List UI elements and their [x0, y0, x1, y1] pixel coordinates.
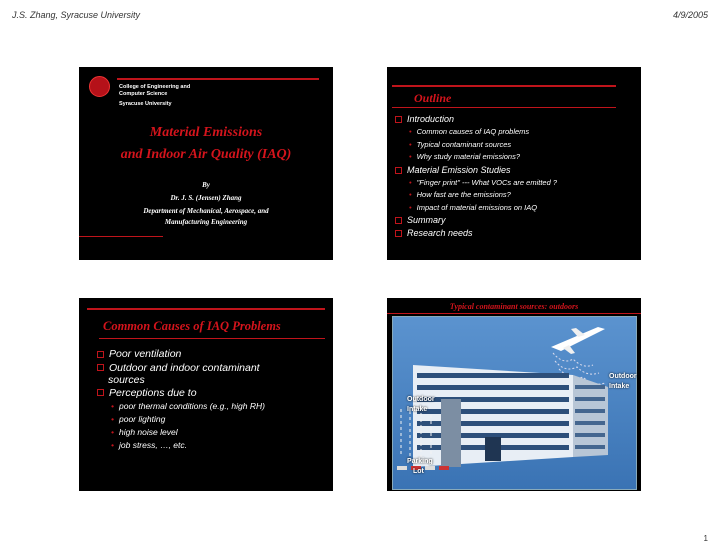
bullet-text: Summary: [407, 215, 446, 225]
page-number: 1: [703, 534, 708, 543]
bullet-item: [395, 227, 639, 240]
title-underline: [99, 338, 325, 339]
sub-bullet-item: [97, 400, 327, 413]
sub-bullet-item: [395, 151, 639, 164]
slide-outdoor-sources: [387, 298, 641, 491]
page-header-left: J.S. Zhang, Syracuse University: [12, 10, 141, 20]
by-label: By: [202, 181, 210, 189]
slide-title: Common Causes of IAQ Problems: [103, 319, 281, 333]
slide-title: [79, 67, 333, 260]
dot-bullet-icon: •: [111, 440, 114, 450]
slide-outline: [387, 67, 641, 260]
label-parking-line1: Parking: [407, 458, 433, 465]
building-illustration: [392, 316, 637, 490]
dot-bullet-icon: •: [409, 190, 412, 199]
top-divider: [87, 308, 325, 310]
label-parking-line2: Lot: [413, 468, 424, 475]
bullet-text: poor thermal conditions (e.g., high RH): [118, 401, 265, 411]
department-line1: Department of Mechanical, Aerospace, and: [143, 207, 269, 215]
bullet-text: How fast are the emissions?: [416, 190, 511, 199]
label-outdoor-intake-right: [609, 372, 637, 392]
bullet-text: Common causes of IAQ problems: [416, 127, 530, 136]
title-underline: [387, 313, 641, 314]
dot-bullet-icon: •: [111, 401, 114, 411]
office-building: [413, 365, 608, 467]
sub-bullet-item: [395, 126, 639, 139]
bottom-divider: [79, 236, 163, 237]
bullet-continuation: [97, 375, 327, 387]
label-outdoor-intake-left-line1: Outdoor: [407, 396, 435, 403]
sub-bullet-item: [395, 189, 639, 202]
label-outdoor-intake-right-line2: Intake: [609, 383, 630, 390]
sub-bullet-item: [395, 177, 639, 190]
square-bullet-icon: [395, 217, 402, 224]
label-outdoor-intake-left: [407, 395, 435, 415]
bullet-item: [97, 362, 327, 376]
bullet-item: [97, 348, 327, 362]
slide-title: Typical contaminant sources: outdoors: [449, 302, 579, 311]
bullet-text: Perceptions due to: [109, 386, 197, 399]
dot-bullet-icon: •: [409, 152, 412, 161]
slide-title-line2: and Indoor Air Quality (IAQ): [120, 147, 292, 162]
airplane-icon: [551, 327, 605, 354]
sub-bullet-item: [97, 426, 327, 439]
dot-bullet-icon: •: [409, 202, 412, 212]
bullet-text: "Finger print" --- What VOCs are emitted ?: [416, 177, 558, 187]
slide-title: Outline: [414, 91, 452, 105]
org-name-1: College of Engineering and: [119, 84, 191, 90]
bullet-text: Typical contaminant sources: [416, 139, 512, 149]
sub-bullet-item: [395, 139, 639, 152]
square-bullet-icon: [395, 116, 402, 123]
org-name-2: Computer Science: [119, 91, 168, 97]
label-outdoor-intake-right-line1: Outdoor: [609, 373, 637, 380]
bullet-text: Impact of material emissions on IAQ: [416, 202, 538, 212]
dot-bullet-icon: •: [111, 427, 114, 437]
slide-common-causes: [79, 298, 333, 491]
bullet-item: [395, 113, 639, 126]
bullet-text: Material Emission Studies: [407, 164, 511, 175]
label-outdoor-intake-left-line2: Intake: [407, 406, 428, 413]
bullet-item: [395, 214, 639, 227]
title-underline: [392, 107, 616, 108]
causes-list: [97, 348, 327, 452]
bullet-text: Why study material emissions?: [416, 152, 521, 161]
outline-list: [395, 113, 639, 240]
bullet-text: Research needs: [407, 228, 473, 238]
bullet-text: high noise level: [118, 427, 178, 437]
bullet-item: [395, 164, 639, 177]
bullet-text: poor lighting: [118, 414, 166, 424]
org-name-3: Syracuse University: [119, 101, 172, 107]
sub-bullet-item: [97, 413, 327, 426]
department-line2: Manufacturing Engineering: [164, 218, 248, 226]
bullet-text: Introduction: [407, 114, 455, 124]
slide-title-line1: Material Emissions: [149, 125, 263, 140]
bullet-item: [97, 387, 327, 401]
author-name: Dr. J. S. (Jensen) Zhang: [170, 194, 242, 202]
top-divider: [392, 85, 616, 87]
dot-bullet-icon: •: [409, 139, 412, 149]
university-seal: [89, 76, 110, 97]
dot-bullet-icon: •: [111, 414, 114, 424]
square-bullet-icon: [395, 167, 402, 174]
label-parking-lot: [407, 457, 433, 477]
square-bullet-icon: [395, 230, 402, 237]
top-divider: [117, 78, 319, 80]
dot-bullet-icon: •: [409, 127, 412, 136]
page-header-right: 4/9/2005: [672, 10, 708, 20]
bullet-text: Outdoor and indoor contaminant: [109, 361, 260, 374]
square-bullet-icon: [97, 351, 104, 358]
dot-bullet-icon: •: [409, 177, 412, 187]
bullet-text: Poor ventilation: [109, 348, 182, 360]
bullet-text: sources: [108, 374, 145, 386]
sub-bullet-item: [97, 439, 327, 452]
square-bullet-icon: [97, 389, 104, 396]
sub-bullet-item: [395, 202, 639, 215]
square-bullet-icon: [97, 364, 104, 371]
bullet-text: job stress, …, etc.: [118, 440, 188, 450]
